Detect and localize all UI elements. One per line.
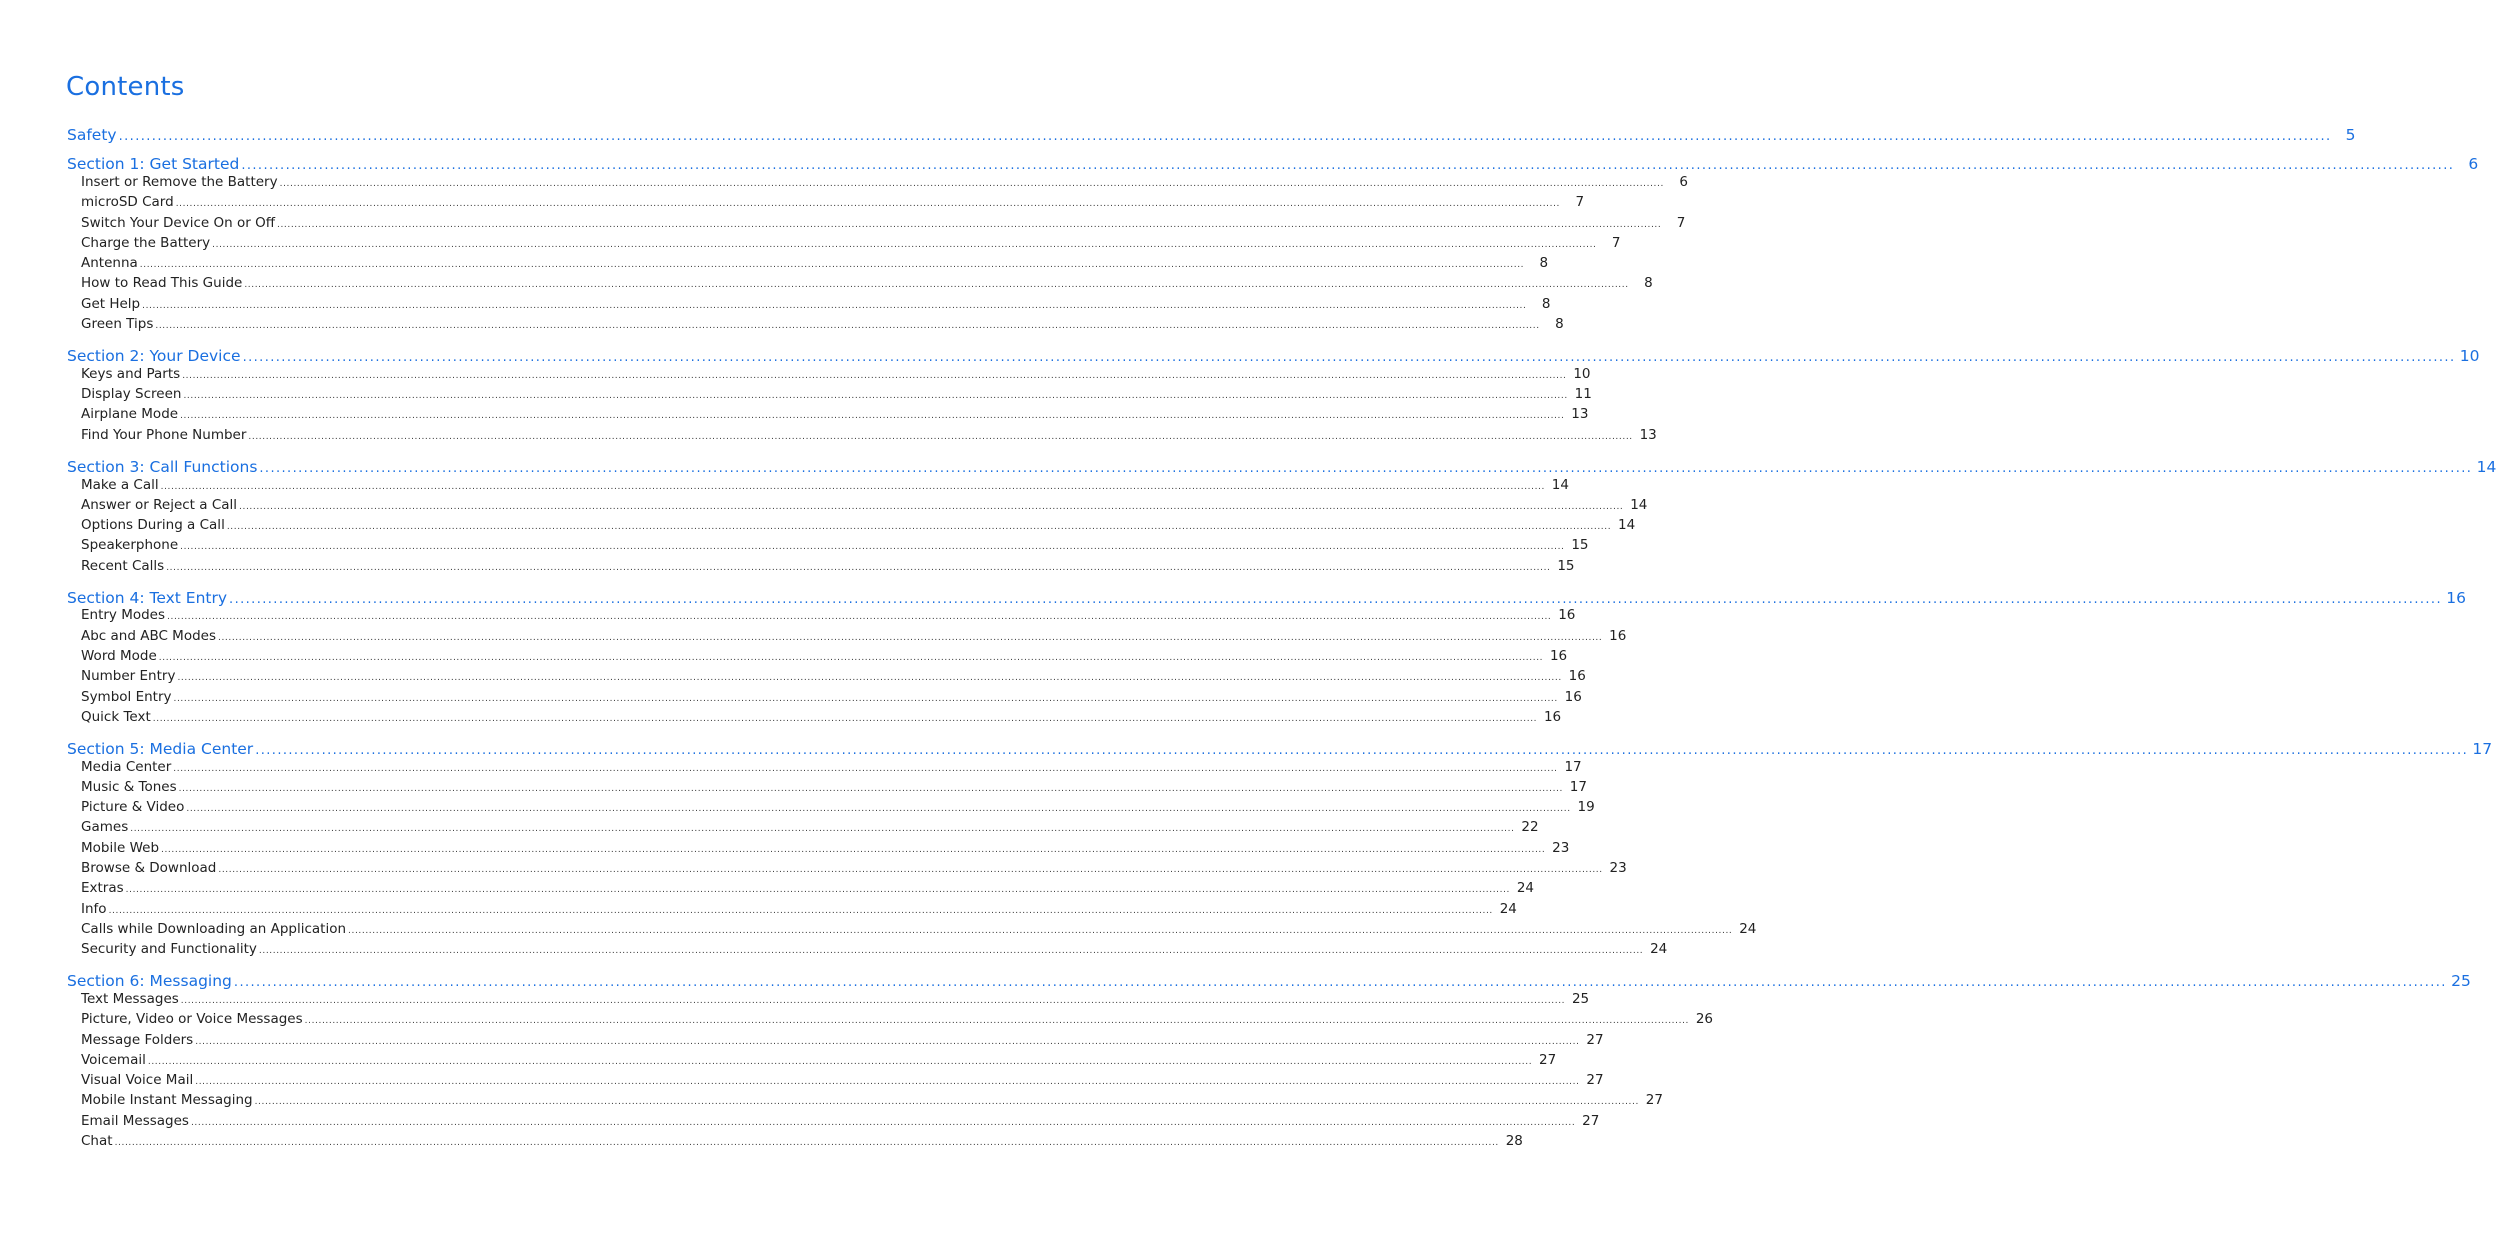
toc-page-number: 16 (1564, 689, 1582, 705)
toc-leader-dots: ................................................................................................................................................................................................................................................................................................................................................................................................................ (180, 542, 1565, 552)
toc-label: Mobile Web (81, 840, 160, 856)
toc-page-number: 16 (1549, 648, 1568, 664)
toc-page-number: 23 (1609, 860, 1627, 876)
toc-label: Quick Text (81, 709, 151, 725)
toc-page-number: 16 (1609, 628, 1627, 644)
toc-leader-dots: ................................................................................................................................................................................................................................................................................................................................................................................................................ (195, 1037, 1580, 1047)
toc-page-number: 25 (1571, 991, 1590, 1007)
toc-entry[interactable] (81, 1133, 1523, 1151)
toc-entry[interactable] (81, 1032, 1604, 1050)
toc-page-number: 27 (1586, 1032, 1604, 1048)
toc-page-number: 15 (1557, 558, 1575, 574)
toc-page-number: 24 (1650, 941, 1668, 957)
toc-entry[interactable] (81, 860, 1627, 878)
toc-entry[interactable] (81, 901, 1517, 919)
toc-page-number: 6 (1679, 174, 1688, 190)
toc-label: Symbol Entry (81, 689, 172, 705)
toc-leader-dots: ................................................................................................................................................................................................................................................................................................................................................................................................................ (190, 1118, 1576, 1128)
toc-label: Recent Calls (81, 558, 165, 574)
toc-leader-dots: ................................................................................................................................................................................................................................................................................................................................................................................................................ (254, 1097, 1639, 1107)
toc-entry[interactable] (81, 517, 1636, 535)
toc-entry[interactable] (81, 799, 1595, 817)
toc-page-number: 17 (1564, 759, 1582, 775)
toc-page-number: 24 (1499, 901, 1517, 917)
toc-label: Display Screen (81, 386, 182, 402)
toc-page-number: 8 (1555, 316, 1564, 332)
toc-page-number: 26 (1695, 1011, 1713, 1027)
toc-entry[interactable] (81, 668, 1586, 686)
toc-label: Switch Your Device On or Off (81, 215, 275, 231)
toc-entry[interactable] (81, 558, 1575, 576)
toc-entry[interactable] (81, 819, 1539, 837)
toc-entry[interactable] (81, 689, 1582, 707)
toc-entry[interactable] (81, 477, 1569, 495)
toc-label: Entry Modes (81, 607, 166, 623)
toc-section-heading[interactable] (67, 126, 2356, 146)
toc-leader-dots: ................................................................................................................................................................................................................................................................................................................................................................................................................ (161, 845, 1546, 855)
toc-label: Picture & Video (81, 799, 185, 815)
toc-label: Charge the Battery (81, 235, 211, 251)
toc-leader-dots: ................................................................................................................................................................................................................................................................................................................................................................................................................ (259, 461, 2473, 476)
toc-leader-dots: ................................................................................................................................................................................................................................................................................................................................................................................................................ (304, 1016, 1689, 1026)
toc-entry[interactable] (81, 880, 1535, 898)
toc-entry[interactable] (81, 991, 1590, 1009)
toc-label: Calls while Downloading an Application (81, 921, 347, 937)
toc-leader-dots: ................................................................................................................................................................................................................................................................................................................................................................................................................ (241, 158, 2455, 173)
toc-label: Number Entry (81, 668, 176, 684)
toc-page-number: 10 (2459, 347, 2480, 365)
toc-entry[interactable] (81, 1052, 1557, 1070)
toc-page-number: 11 (1574, 386, 1592, 402)
toc-page-number: 14 (2476, 458, 2496, 476)
toc-label: Airplane Mode (81, 406, 179, 422)
toc-leader-dots: ................................................................................................................................................................................................................................................................................................................................................................................................................ (173, 694, 1558, 704)
toc-label: Antenna (81, 255, 138, 271)
toc-page-number: 5 (2345, 126, 2356, 144)
toc-leader-dots: ................................................................................................................................................................................................................................................................................................................................................................................................................ (255, 743, 2469, 758)
toc-label: Options During a Call (81, 517, 225, 533)
toc-entry[interactable] (81, 386, 1592, 404)
toc-page-number: 8 (1644, 275, 1653, 291)
toc-label: Email Messages (81, 1113, 189, 1129)
toc-entry[interactable] (81, 840, 1570, 858)
toc-label: Browse & Download (81, 860, 217, 876)
toc-entry[interactable] (81, 537, 1589, 555)
toc-entry[interactable] (81, 1113, 1600, 1131)
toc-section-heading[interactable] (67, 347, 2480, 367)
toc-label: Games (81, 819, 129, 835)
toc-leader-dots: ................................................................................................................................................................................................................................................................................................................................................................................................................ (218, 865, 1603, 875)
toc-leader-dots: ................................................................................................................................................................................................................................................................................................................................................................................................................ (277, 220, 1662, 230)
toc-label: Info (81, 901, 107, 917)
toc-entry[interactable] (81, 921, 1757, 939)
toc-leader-dots: ................................................................................................................................................................................................................................................................................................................................................................................................................ (167, 612, 1552, 622)
toc-leader-dots: ................................................................................................................................................................................................................................................................................................................................................................................................................ (186, 804, 1571, 814)
toc-section-heading[interactable] (67, 155, 2479, 175)
toc-page-number: 19 (1577, 799, 1595, 815)
toc-label: Message Folders (81, 1032, 194, 1048)
toc-label: Section 1: Get Started (67, 155, 240, 173)
toc-page-number: 10 (1573, 366, 1591, 382)
toc-page-number: 17 (2472, 740, 2493, 758)
toc-page-number: 27 (1582, 1113, 1600, 1129)
toc-entry[interactable] (81, 255, 1549, 273)
toc-entry[interactable] (81, 709, 1562, 727)
toc-page-number: 14 (1551, 477, 1569, 493)
toc-leader-dots: ................................................................................................................................................................................................................................................................................................................................................................................................................ (226, 522, 1612, 532)
toc-page-number: 14 (1630, 497, 1648, 513)
toc-label: Green Tips (81, 316, 154, 332)
toc-leader-dots: ................................................................................................................................................................................................................................................................................................................................................................................................................ (158, 653, 1544, 663)
toc-leader-dots: ................................................................................................................................................................................................................................................................................................................................................................................................................ (160, 482, 1545, 492)
toc-entry[interactable] (81, 1072, 1604, 1090)
toc-page-number: 7 (1611, 235, 1621, 251)
toc-label: Abc and ABC Modes (81, 628, 216, 644)
toc-page-number: 27 (1645, 1092, 1663, 1108)
toc-entry[interactable] (81, 275, 1653, 293)
toc-page-number: 8 (1541, 296, 1551, 312)
toc-leader-dots: ................................................................................................................................................................................................................................................................................................................................................................................................................ (177, 673, 1562, 683)
toc-label: Picture, Video or Voice Messages (81, 1011, 303, 1027)
toc-label: Text Messages (81, 991, 179, 1007)
toc-entry[interactable] (81, 406, 1589, 424)
toc-page-number: 7 (1676, 215, 1686, 231)
toc-page-number: 24 (1739, 921, 1757, 937)
toc-page-number: 13 (1571, 406, 1589, 422)
toc-entry[interactable] (81, 628, 1627, 646)
toc-section-heading[interactable] (67, 589, 2466, 609)
toc-entry[interactable] (81, 1092, 1663, 1110)
toc-leader-dots: ................................................................................................................................................................................................................................................................................................................................................................................................................ (139, 260, 1525, 270)
toc-label: Music & Tones (81, 779, 177, 795)
toc-label: Extras (81, 880, 124, 896)
toc-leader-dots: ................................................................................................................................................................................................................................................................................................................................................................................................................ (108, 906, 1493, 916)
toc-entry[interactable] (81, 941, 1668, 959)
toc-leader-dots: ................................................................................................................................................................................................................................................................................................................................................................................................................ (218, 633, 1603, 643)
toc-label: Get Help (81, 296, 141, 312)
toc-page-number: 16 (2446, 589, 2466, 607)
toc-label: Answer or Reject a Call (81, 497, 238, 513)
toc-page-number: 27 (1539, 1052, 1557, 1068)
toc-label: Make a Call (81, 477, 159, 493)
toc-leader-dots: ................................................................................................................................................................................................................................................................................................................................................................................................................ (233, 975, 2447, 990)
page-title: Contents (66, 72, 185, 102)
toc-label: Section 6: Messaging (67, 972, 232, 990)
toc-entry[interactable] (81, 235, 1621, 253)
toc-entry[interactable] (81, 779, 1587, 797)
toc-page-number: 16 (1568, 668, 1586, 684)
toc-label: Speakerphone (81, 537, 179, 553)
toc-leader-dots: ................................................................................................................................................................................................................................................................................................................................................................................................................ (118, 129, 2332, 144)
toc-label: Section 4: Text Entry (67, 589, 228, 607)
toc-leader-dots: ................................................................................................................................................................................................................................................................................................................................................................................................................ (166, 563, 1551, 573)
toc-page-number: 25 (2451, 972, 2471, 990)
toc-page-number: 16 (1543, 709, 1562, 725)
toc-label: How to Read This Guide (81, 275, 243, 291)
toc-section-heading[interactable] (67, 972, 2471, 992)
toc-leader-dots: ................................................................................................................................................................................................................................................................................................................................................................................................................ (152, 714, 1538, 724)
toc-page-number: 16 (1558, 607, 1576, 623)
toc-entry[interactable] (81, 1011, 1713, 1029)
toc-leader-dots: ................................................................................................................................................................................................................................................................................................................................................................................................................ (242, 350, 2456, 365)
toc-entry[interactable] (81, 497, 1648, 515)
toc-page-number: 15 (1571, 537, 1589, 553)
toc-leader-dots: ................................................................................................................................................................................................................................................................................................................................................................................................................ (175, 199, 1561, 209)
toc-leader-dots: ................................................................................................................................................................................................................................................................................................................................................................................................................ (173, 764, 1558, 774)
toc-page-number: 27 (1586, 1072, 1604, 1088)
toc-leader-dots: ................................................................................................................................................................................................................................................................................................................................................................................................................ (229, 592, 2442, 607)
toc-page-number: 28 (1505, 1133, 1523, 1149)
toc-label: Visual Voice Mail (81, 1072, 194, 1088)
toc-page-number: 22 (1521, 819, 1539, 835)
toc-leader-dots: ................................................................................................................................................................................................................................................................................................................................................................................................................ (147, 1057, 1533, 1067)
toc-leader-dots: ................................................................................................................................................................................................................................................................................................................................................................................................................ (182, 371, 1567, 381)
toc-label: microSD Card (81, 194, 174, 210)
toc-entry[interactable] (81, 316, 1564, 334)
toc-label: Find Your Phone Number (81, 427, 247, 443)
toc-leader-dots: ................................................................................................................................................................................................................................................................................................................................................................................................................ (130, 824, 1515, 834)
toc-entry[interactable] (81, 427, 1657, 445)
toc-entry[interactable] (81, 174, 1688, 192)
toc-leader-dots: ................................................................................................................................................................................................................................................................................................................................................................................................................ (279, 179, 1664, 189)
toc-label: Media Center (81, 759, 172, 775)
toc-label: Insert or Remove the Battery (81, 174, 278, 190)
toc-page-number: 6 (2468, 155, 2479, 173)
toc-page-number: 17 (1569, 779, 1587, 795)
toc-section-heading[interactable] (67, 458, 2496, 478)
toc-label: Word Mode (81, 648, 157, 664)
toc-entry[interactable] (81, 296, 1551, 314)
toc-entry[interactable] (81, 607, 1576, 625)
toc-page-number: 13 (1639, 427, 1657, 443)
toc-label: Voicemail (81, 1052, 146, 1068)
toc-leader-dots: ................................................................................................................................................................................................................................................................................................................................................................................................................ (178, 784, 1563, 794)
toc-page-number: 23 (1552, 840, 1570, 856)
toc-entry[interactable] (81, 366, 1591, 384)
toc-page-number: 8 (1539, 255, 1549, 271)
toc-leader-dots: ................................................................................................................................................................................................................................................................................................................................................................................................................ (258, 946, 1644, 956)
toc-label: Chat (81, 1133, 113, 1149)
toc-leader-dots: ................................................................................................................................................................................................................................................................................................................................................................................................................ (114, 1138, 1499, 1148)
toc-label: Section 5: Media Center (67, 740, 254, 758)
toc-leader-dots: ................................................................................................................................................................................................................................................................................................................................................................................................................ (212, 240, 1597, 250)
toc-entry[interactable] (81, 194, 1585, 212)
toc-leader-dots: ................................................................................................................................................................................................................................................................................................................................................................................................................ (180, 996, 1566, 1006)
toc-leader-dots: ................................................................................................................................................................................................................................................................................................................................................................................................................ (348, 926, 1733, 936)
toc-entry[interactable] (81, 759, 1582, 777)
toc-section-heading[interactable] (67, 740, 2493, 760)
toc-leader-dots: ................................................................................................................................................................................................................................................................................................................................................................................................................ (180, 411, 1565, 421)
toc-leader-dots: ................................................................................................................................................................................................................................................................................................................................................................................................................ (155, 321, 1540, 331)
toc-leader-dots: ................................................................................................................................................................................................................................................................................................................................................................................................................ (195, 1077, 1580, 1087)
toc-leader-dots: ................................................................................................................................................................................................................................................................................................................................................................................................................ (183, 391, 1568, 401)
toc-label: Mobile Instant Messaging (81, 1092, 253, 1108)
toc-page-number: 7 (1575, 194, 1585, 210)
toc-page-number: 24 (1516, 880, 1535, 896)
toc-leader-dots: ................................................................................................................................................................................................................................................................................................................................................................................................................ (239, 502, 1624, 512)
toc-leader-dots: ................................................................................................................................................................................................................................................................................................................................................................................................................ (248, 432, 1633, 442)
toc-leader-dots: ................................................................................................................................................................................................................................................................................................................................................................................................................ (142, 301, 1527, 311)
toc-label: Section 2: Your Device (67, 347, 241, 365)
toc-leader-dots: ................................................................................................................................................................................................................................................................................................................................................................................................................ (125, 885, 1511, 895)
toc-label: Safety (67, 126, 117, 144)
toc-label: Security and Functionality (81, 941, 257, 957)
toc-leader-dots: ................................................................................................................................................................................................................................................................................................................................................................................................................ (244, 280, 1629, 290)
toc-entry[interactable] (81, 648, 1568, 666)
toc-page-number: 14 (1617, 517, 1636, 533)
toc-entry[interactable] (81, 215, 1686, 233)
toc-label: Section 3: Call Functions (67, 458, 258, 476)
toc-label: Keys and Parts (81, 366, 181, 382)
